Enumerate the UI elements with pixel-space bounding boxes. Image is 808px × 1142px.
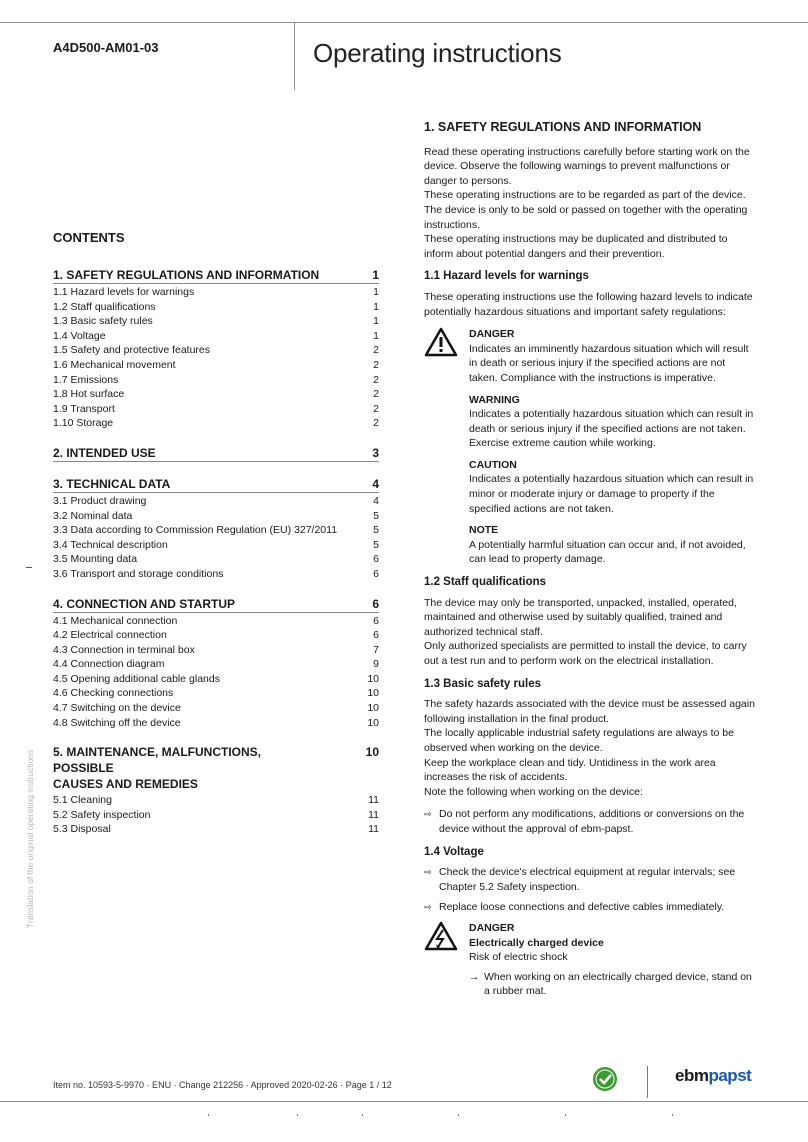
warning-label: DANGER — [469, 328, 515, 341]
toc-entry[interactable] — [53, 373, 379, 388]
toc-entry-page: 2 — [373, 373, 379, 386]
margin-tick — [26, 567, 32, 568]
bullet-arrow-icon: ⇨ — [424, 809, 432, 820]
toc-heading-text: 3. TECHNICAL DATA — [53, 476, 171, 491]
toc-entry[interactable] — [53, 343, 379, 358]
toc-entry[interactable] — [53, 793, 379, 808]
section-1-heading: 1. SAFETY REGULATIONS AND INFORMATION — [424, 120, 702, 134]
toc-entry-label: 4.3 Connection in terminal box — [53, 643, 195, 656]
warning-label: DANGER — [469, 921, 515, 934]
warning-action-text: When working on an electrically charged device, stand on a rubber mat. — [484, 970, 752, 998]
toc-entry[interactable] — [53, 285, 379, 300]
warning-text: Indicates an imminently hazardous situation which will result in death or serious injury if the specified actions are not taken. Compliance with the instructions is imperative. — [469, 342, 749, 384]
toc-entry-page: 5 — [373, 524, 379, 537]
toc-entry-page: 10 — [367, 716, 379, 729]
toc-entry-page: 11 — [368, 808, 379, 821]
toc-heading-text — [53, 744, 323, 792]
toc-entry-page: 1 — [373, 315, 379, 328]
danger-warning-icon — [424, 327, 458, 362]
toc-entry-label: 1.10 Storage — [53, 417, 114, 430]
section-1-3-heading: 1.3 Basic safety rules — [424, 677, 541, 690]
bullet-arrow-icon: ⇨ — [424, 867, 432, 878]
paragraph: Note the following when working on the device: — [424, 785, 643, 798]
toc-entry-page: 2 — [373, 388, 379, 401]
ebmpapst-logo — [675, 1066, 751, 1086]
toc-entry-label: 1.2 Staff qualifications — [53, 300, 156, 313]
warning-electric-danger — [424, 921, 756, 999]
paragraph: The locally applicable industrial safety regulations are always to be observed when working on the device. — [424, 727, 734, 754]
list-item — [424, 807, 756, 836]
toc-section-3 — [53, 476, 379, 582]
toc-entry-label: 4.4 Connection diagram — [53, 658, 165, 671]
page-mark — [297, 1114, 298, 1116]
toc-entry-label: 4.5 Opening additional cable glands — [53, 672, 220, 685]
toc-entry[interactable] — [53, 314, 379, 329]
page-mark — [565, 1114, 566, 1116]
section-1-1-heading: 1.1 Hazard levels for warnings — [424, 270, 589, 283]
toc-entry-page: 10 — [367, 687, 379, 700]
toc-entry-label: 3.2 Nominal data — [53, 509, 133, 522]
toc-section-5 — [53, 744, 379, 837]
toc-entry[interactable] — [53, 300, 379, 315]
toc-entry-page: 6 — [373, 629, 379, 642]
toc-entry[interactable] — [53, 567, 379, 582]
toc-entry-page: 2 — [373, 402, 379, 415]
toc-entry-label: 4.1 Mechanical connection — [53, 614, 178, 627]
toc-entry-label: 3.6 Transport and storage conditions — [53, 567, 224, 580]
toc-entry[interactable] — [53, 416, 379, 431]
toc-entry-page: 5 — [373, 538, 379, 551]
toc-entry-page: 11 — [368, 823, 379, 836]
paragraph: Only authorized specialists are permitted to install the device, to carry out a test run and to perform work on the electrical installation. — [424, 640, 747, 667]
toc-entry[interactable] — [53, 808, 379, 823]
side-translation-note: Translation of the original operating instructions — [25, 749, 35, 928]
toc-entry-page: 6 — [373, 553, 379, 566]
page-mark — [458, 1114, 459, 1116]
toc-entry-label: 4.6 Checking connections — [53, 687, 174, 700]
paragraph: Keep the workplace clean and tidy. Untidiness in the work area increases the risk of accidents. — [424, 756, 716, 784]
toc-entry-page: 10 — [367, 702, 379, 715]
table-of-contents — [53, 230, 379, 851]
toc-entry-page: 9 — [373, 658, 379, 671]
electric-shock-icon — [424, 921, 458, 956]
toc-entry-label: 3.5 Mounting data — [53, 553, 138, 566]
warning-text: Indicates a potentially hazardous situation which can result in death or serious injury if the specified actions are not taken. Exercise extreme caution while working. — [469, 408, 754, 450]
toc-entry[interactable] — [53, 716, 379, 731]
footer-bottom-rule — [0, 1101, 808, 1102]
toc-entry-label: 4.8 Switching off the device — [53, 716, 181, 729]
toc-entry-page: 11 — [368, 794, 379, 807]
warning-risk: Risk of electric shock — [469, 951, 568, 964]
toc-entry-label: 4.7 Switching on the device — [53, 702, 181, 715]
list-item-text: Replace loose connections and defective cables immediately. — [439, 901, 725, 914]
section-1-3-body — [424, 697, 756, 799]
toc-entry[interactable] — [53, 614, 379, 629]
list-item — [424, 865, 756, 894]
toc-section-4 — [53, 596, 379, 731]
section-1-intro — [424, 145, 756, 262]
warning-label: NOTE — [469, 524, 499, 537]
section-1-2-heading: 1.2 Staff qualifications — [424, 576, 547, 589]
green-tech-badge-icon — [592, 1066, 618, 1097]
toc-entry-page: 2 — [373, 417, 379, 430]
toc-entry[interactable] — [53, 643, 379, 658]
warning-subtitle: Electrically charged device — [469, 936, 604, 949]
logo-part-1: ebm — [675, 1066, 709, 1085]
toc-entry[interactable] — [53, 358, 379, 373]
toc-entry[interactable] — [53, 701, 379, 716]
warning-text: A potentially harmful situation can occur and, if not avoided, can lead to property damage. — [469, 538, 746, 566]
toc-entry-page: 7 — [373, 643, 379, 656]
toc-entry-label: 5.2 Safety inspection — [53, 808, 151, 821]
toc-entry[interactable] — [53, 387, 379, 402]
paragraph: These operating instructions use the following hazard levels to indicate potentially hazardous situations and important safety regulations: — [424, 290, 753, 318]
header-top-rule — [0, 22, 808, 23]
toc-heading-line-2: CAUSES AND REMEDIES — [53, 777, 198, 792]
toc-entry-page: 5 — [373, 509, 379, 522]
toc-entry-label: 1.1 Hazard levels for warnings — [53, 286, 195, 298]
toc-entry-page: 4 — [373, 494, 379, 507]
toc-entry-page: 10 — [367, 672, 379, 685]
arrow-right-icon: → — [469, 970, 480, 983]
document-code: A4D500-AM01-03 — [53, 40, 159, 55]
toc-entry-page: 6 — [373, 614, 379, 627]
logo-part-2: papst — [708, 1066, 752, 1085]
paragraph: These operating instructions are to be regarded as part of the device. The device is only to be sold or passed on together with the operating instructions. — [424, 189, 748, 231]
bullet-arrow-icon: ⇨ — [424, 902, 432, 913]
toc-entry-page: 1 — [373, 329, 379, 342]
section-1-4-heading: 1.4 Voltage — [424, 845, 484, 858]
toc-entry-label: 1.3 Basic safety rules — [53, 315, 153, 328]
paragraph: The device may only be transported, unpacked, installed, operated, maintained and otherwise used by suitably qualified, trained and authorized technical staff. — [424, 596, 737, 638]
toc-entry-label: 1.8 Hot surface — [53, 388, 125, 401]
list-item-text: Do not perform any modifications, additions or conversions on the device without the approval of ebm-papst. — [439, 808, 745, 835]
toc-heading-page: 1 — [372, 268, 379, 282]
toc-entry[interactable] — [53, 494, 379, 509]
warning-warning — [424, 393, 756, 451]
header-divider — [294, 22, 295, 90]
toc-entry-page: 1 — [373, 286, 379, 298]
toc-entry-label: 1.5 Safety and protective features — [53, 344, 211, 357]
toc-heading-text: 4. CONNECTION AND STARTUP — [53, 596, 236, 611]
toc-entry-label: 3.4 Technical description — [53, 538, 168, 551]
toc-section-heading[interactable] — [53, 267, 379, 284]
toc-entry-label: 5.3 Disposal — [53, 823, 111, 836]
toc-entry-label: 1.7 Emissions — [53, 373, 119, 386]
toc-entry[interactable] — [53, 672, 379, 687]
toc-entry-page: 2 — [373, 344, 379, 357]
toc-entry[interactable] — [53, 509, 379, 524]
toc-heading-text: 1. SAFETY REGULATIONS AND INFORMATION — [53, 268, 320, 282]
paragraph: Read these operating instructions carefully before starting work on the device. Observe the following warnings to prevent malfunctions or danger to persons. — [424, 145, 750, 187]
toc-heading-page: 10 — [365, 745, 379, 760]
toc-entry[interactable] — [53, 628, 379, 643]
toc-heading-page: 3 — [372, 445, 379, 460]
toc-entry[interactable] — [53, 552, 379, 567]
toc-entry[interactable] — [53, 329, 379, 344]
toc-entry-label: 1.9 Transport — [53, 402, 115, 415]
list-item — [424, 900, 756, 915]
toc-section-heading[interactable] — [53, 596, 379, 613]
toc-section-1 — [53, 267, 379, 431]
page-title: Operating instructions — [313, 38, 562, 68]
paragraph: The safety hazards associated with the device must be assessed again following installation in the final product. — [424, 698, 755, 725]
safety-content — [424, 120, 756, 1006]
warning-action — [469, 970, 756, 999]
toc-entry[interactable] — [53, 686, 379, 701]
warning-label: WARNING — [469, 393, 520, 406]
toc-section-2 — [53, 445, 379, 462]
warning-danger — [424, 327, 756, 385]
warning-note — [424, 523, 756, 567]
toc-entry-label: 5.1 Cleaning — [53, 794, 112, 807]
toc-section-heading[interactable] — [53, 445, 379, 462]
toc-entry[interactable] — [53, 402, 379, 417]
toc-heading-page: 6 — [372, 596, 379, 611]
warning-label: CAUTION — [469, 458, 517, 471]
toc-section-heading[interactable] — [53, 744, 379, 792]
page-mark — [362, 1114, 363, 1116]
toc-entry-label: 3.3 Data according to Commission Regulation (EU) 327/2011 — [53, 524, 338, 537]
footer-item-info: Item no. 10593-5-9970 · ENU · Change 212256 · Approved 2020-02-26 · Page 1 / 12 — [53, 1080, 392, 1090]
toc-entry-label: 1.6 Mechanical movement — [53, 358, 176, 371]
page-mark — [672, 1114, 673, 1116]
toc-entry-page: 1 — [373, 300, 379, 313]
footer-divider — [647, 1066, 648, 1098]
toc-heading-line-1: 5. MAINTENANCE, MALFUNCTIONS, POSSIBLE — [53, 745, 261, 776]
warning-caution — [424, 458, 756, 516]
toc-entry-label: 1.4 Voltage — [53, 329, 106, 342]
toc-heading-text: 2. INTENDED USE — [53, 445, 156, 460]
toc-entry[interactable] — [53, 523, 379, 538]
toc-entry-label: 3.1 Product drawing — [53, 494, 147, 507]
toc-title: CONTENTS — [53, 230, 125, 245]
toc-entry-page: 6 — [373, 567, 379, 580]
paragraph: These operating instructions may be duplicated and distributed to inform about potential dangers and their prevention. — [424, 233, 728, 260]
toc-entry[interactable] — [53, 538, 379, 553]
toc-entry[interactable] — [53, 657, 379, 672]
section-1-2-body — [424, 596, 756, 669]
warning-text: Indicates a potentially hazardous situation which can result in minor or moderate injury or damage to property if the specified actions are not taken. — [469, 473, 754, 515]
page-mark — [208, 1114, 209, 1116]
toc-entry[interactable] — [53, 822, 379, 837]
list-item-text: Check the device's electrical equipment at regular intervals; see Chapter 5.2 Safety inspection. — [439, 866, 736, 893]
toc-entry-page: 2 — [373, 358, 379, 371]
toc-entry-label: 4.2 Electrical connection — [53, 629, 167, 642]
toc-heading-page: 4 — [372, 476, 379, 491]
toc-section-heading[interactable] — [53, 476, 379, 493]
